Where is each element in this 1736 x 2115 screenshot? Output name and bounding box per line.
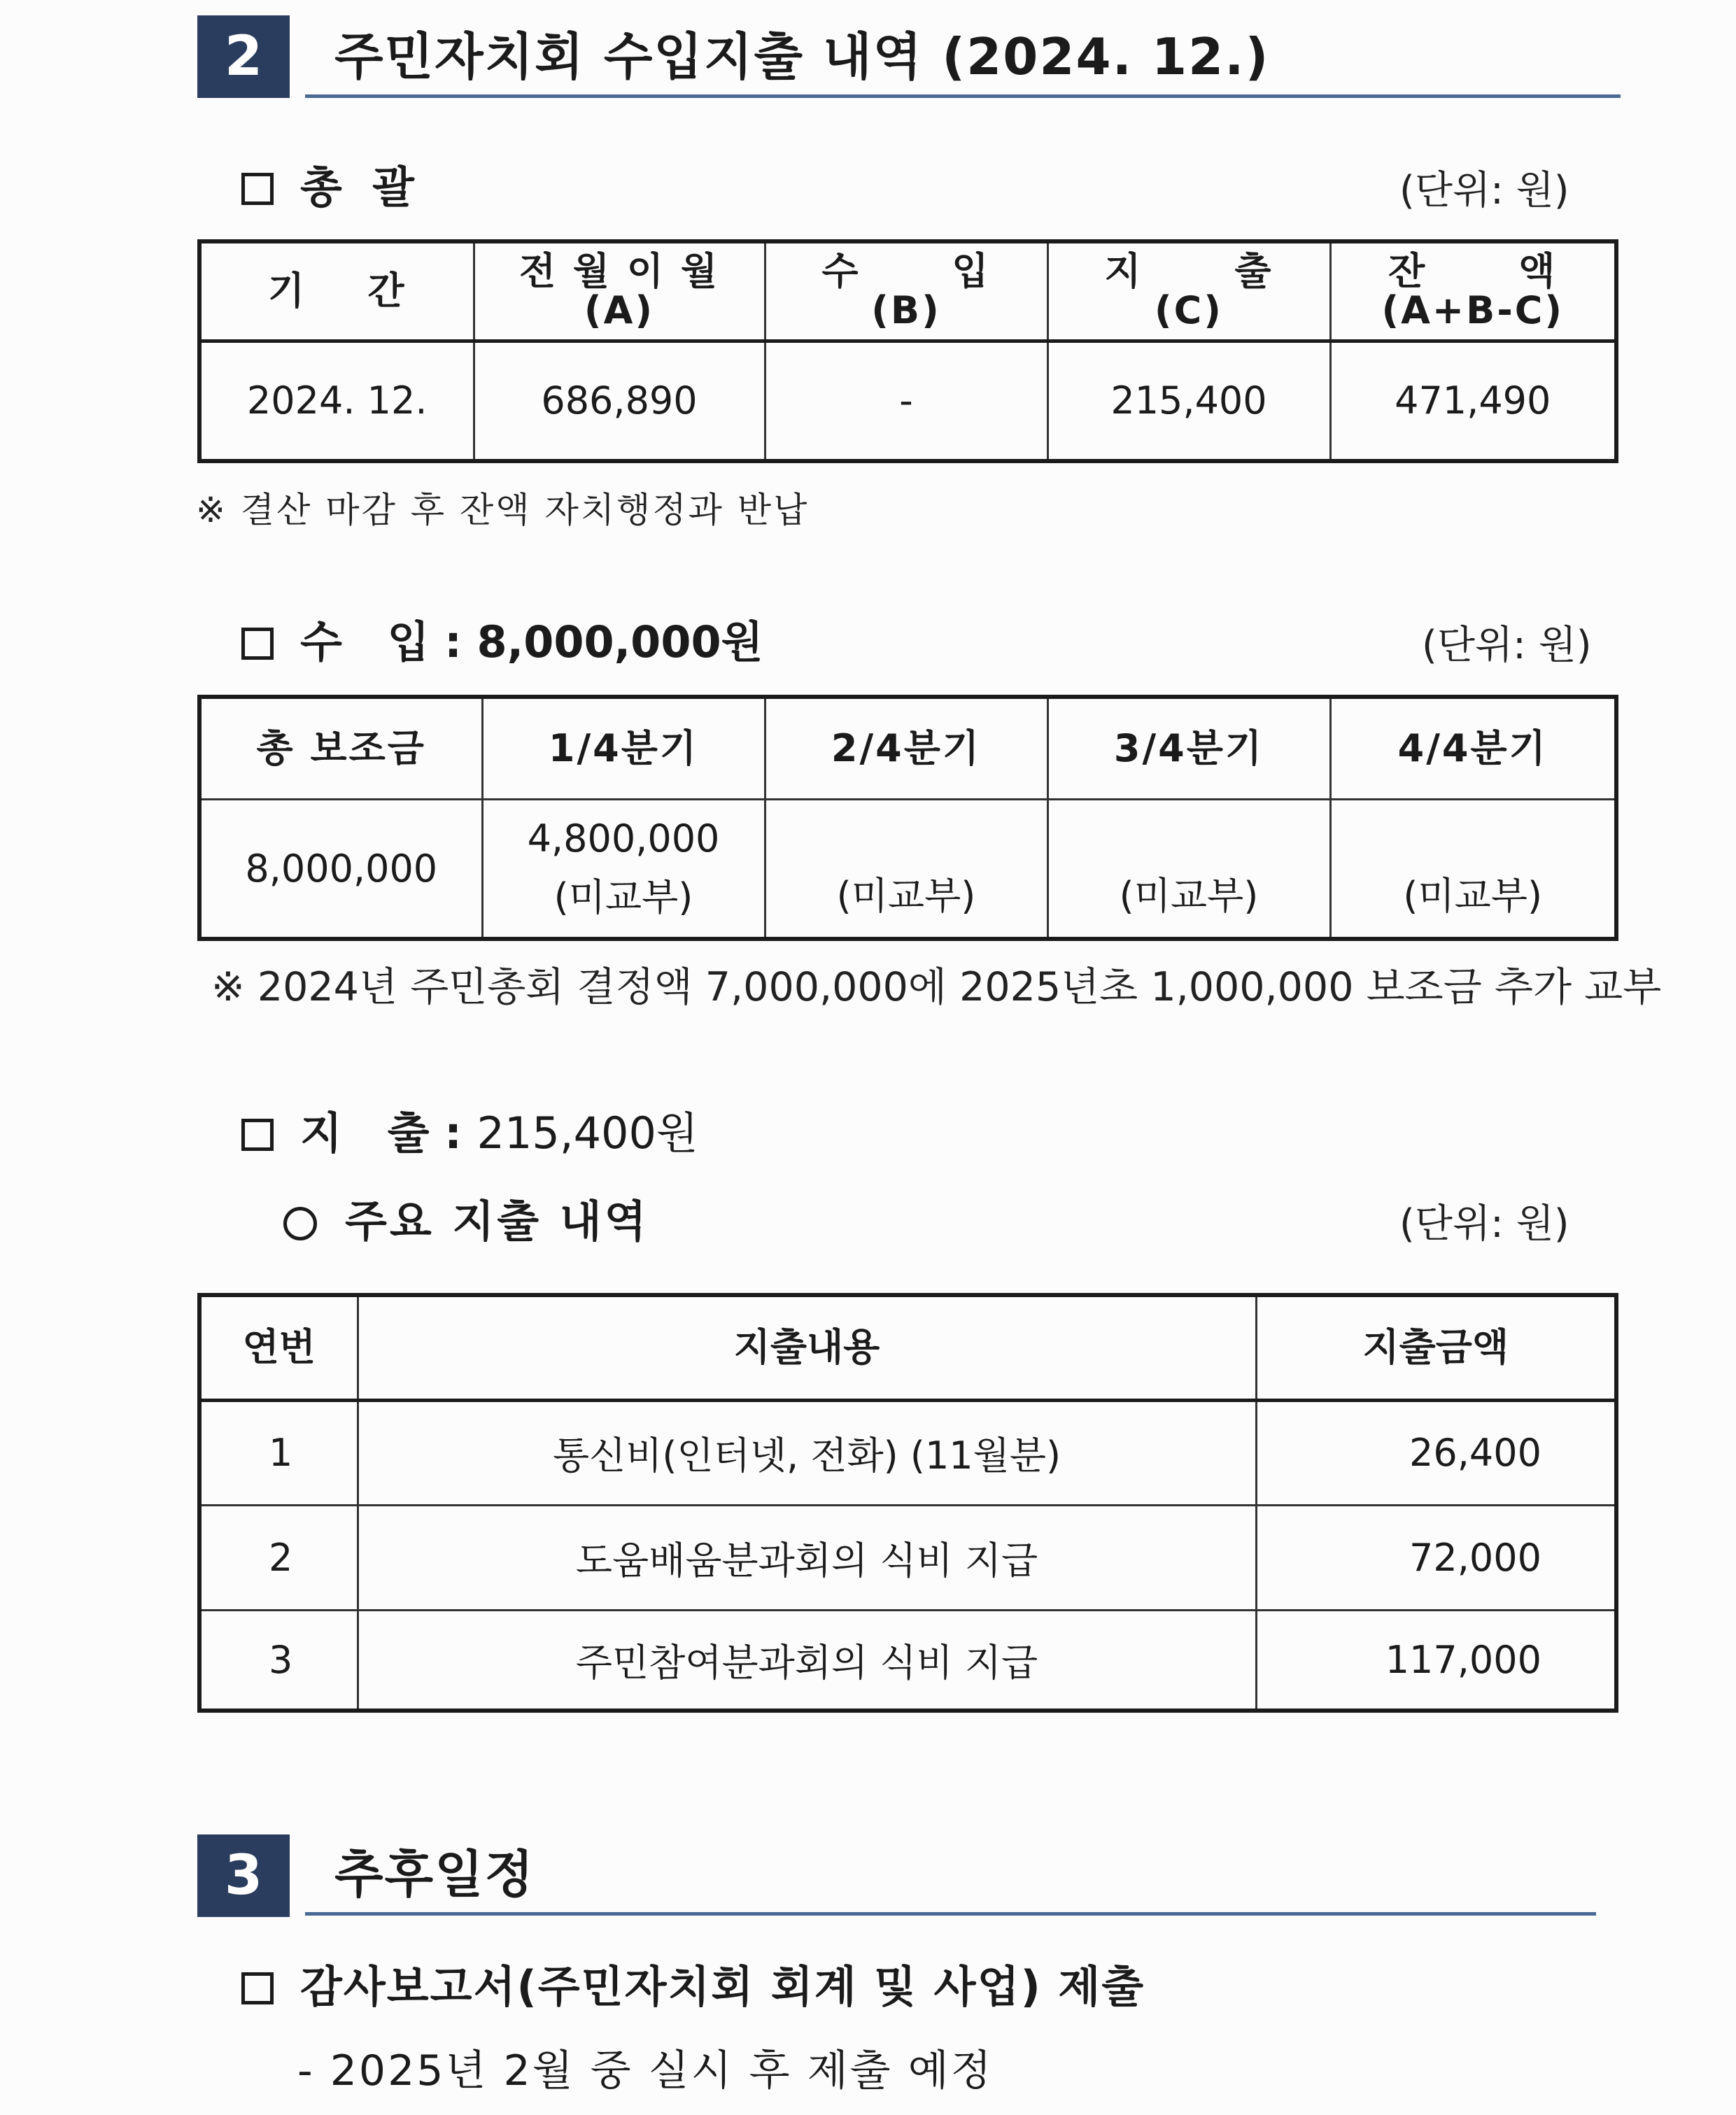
income-header-row (199, 697, 1616, 799)
expense-row-amount: 117,000 (1256, 1610, 1616, 1711)
expense-row-desc: 통신비(인터넷, 전화) (11월분) (358, 1400, 1256, 1505)
checkbox-square-icon (241, 173, 274, 205)
summary-header-period: 기 간 (199, 241, 474, 341)
summary-header-row (199, 241, 1616, 341)
income-q3-status: (미교부) (1119, 874, 1259, 918)
section-number-badge: 2 (197, 15, 290, 98)
section-underline (305, 1912, 1596, 1916)
expense-subheading: 주요 지출 내역 (283, 1194, 649, 1250)
expense-header-no: 연번 (199, 1295, 358, 1400)
income-q1-cell (482, 799, 765, 939)
summary-carryover-value: 686,890 (474, 341, 765, 461)
summary-heading: 총 괄 (241, 160, 414, 215)
expense-row-amount: 26,400 (1256, 1400, 1616, 1505)
checkbox-square-icon (241, 628, 274, 660)
income-q2-cell (765, 799, 1047, 939)
income-unit-label: (단위: 원) (1422, 623, 1592, 668)
expense-header-desc: 지출내용 (358, 1295, 1256, 1400)
income-header-q2: 2/4분기 (765, 697, 1047, 799)
schedule-item-heading: 감사보고서(주민자치회 회계 및 사업) 제출 (241, 1959, 1145, 2015)
summary-balance-value: 471,490 (1330, 341, 1616, 461)
income-table (197, 695, 1618, 941)
summary-data-row (199, 341, 1616, 461)
expense-header-amount: 지출금액 (1256, 1295, 1616, 1400)
summary-unit-label: (단위: 원) (1399, 168, 1569, 213)
income-q1-amount: 4,800,000 (527, 816, 720, 861)
income-q4-cell (1330, 799, 1616, 939)
table-row (199, 1610, 1616, 1711)
income-q2-status: (미교부) (836, 874, 976, 918)
income-q3-cell (1047, 799, 1330, 939)
expense-unit-label: (단위: 원) (1399, 1201, 1569, 1247)
income-header-q1: 1/4분기 (482, 697, 765, 799)
section-number-badge: 3 (197, 1834, 290, 1917)
expense-row-amount: 72,000 (1256, 1505, 1616, 1610)
income-data-row (199, 799, 1616, 939)
expense-row-no: 1 (199, 1400, 358, 1505)
section-title: 주민자치회 수입지출 내역 (2024. 12.) (334, 27, 1270, 86)
expense-row-no: 2 (199, 1505, 358, 1610)
income-heading: 수 입 : 8,000,000원 (241, 614, 763, 670)
summary-period-value: 2024. 12. (199, 341, 474, 461)
income-amount: 8,000,000원 (477, 616, 763, 667)
table-row (199, 1400, 1616, 1505)
checkbox-square-icon (241, 1972, 274, 2004)
expense-row-desc: 주민참여분과회의 식비 지급 (358, 1610, 1256, 1711)
summary-note: ※ 결산 마감 후 잔액 자치행정과 반납 (196, 490, 810, 530)
checkbox-square-icon (241, 1119, 274, 1151)
income-q1-status: (미교부) (553, 875, 693, 920)
section-underline (305, 94, 1621, 98)
expense-table (197, 1293, 1618, 1713)
expense-header-row (199, 1295, 1616, 1400)
expense-row-no: 3 (199, 1610, 358, 1711)
income-note: ※ 2024년 주민총회 결정액 7,000,000에 2025년초 1,000,000 보조금 추가 교부 (211, 964, 1662, 1010)
income-q4-status: (미교부) (1403, 874, 1543, 918)
income-header-total: 총 보조금 (199, 697, 482, 799)
expense-amount: 215,400원 (477, 1108, 698, 1159)
summary-header-income: 수 입 (B) (765, 241, 1047, 341)
summary-header-carryover: 전 월 이 월 (A) (474, 241, 765, 341)
income-header-q4: 4/4분기 (1330, 697, 1616, 799)
summary-income-value: - (765, 341, 1047, 461)
expense-row-desc: 도움배움분과회의 식비 지급 (358, 1505, 1256, 1610)
income-header-q3: 3/4분기 (1047, 697, 1330, 799)
expense-heading: 지 출 : 215,400원 (241, 1105, 698, 1161)
summary-header-balance: 잔 액 (A+B-C) (1330, 241, 1616, 341)
schedule-item-detail: - 2025년 2월 중 실시 후 제출 예정 (297, 2046, 994, 2095)
summary-table (197, 239, 1618, 463)
circle-bullet-icon (283, 1207, 317, 1240)
summary-header-expense: 지 출 (C) (1047, 241, 1330, 341)
section-title: 추후일정 (334, 1845, 535, 1904)
table-row (199, 1505, 1616, 1610)
income-total-value: 8,000,000 (199, 799, 482, 939)
summary-expense-value: 215,400 (1047, 341, 1330, 461)
